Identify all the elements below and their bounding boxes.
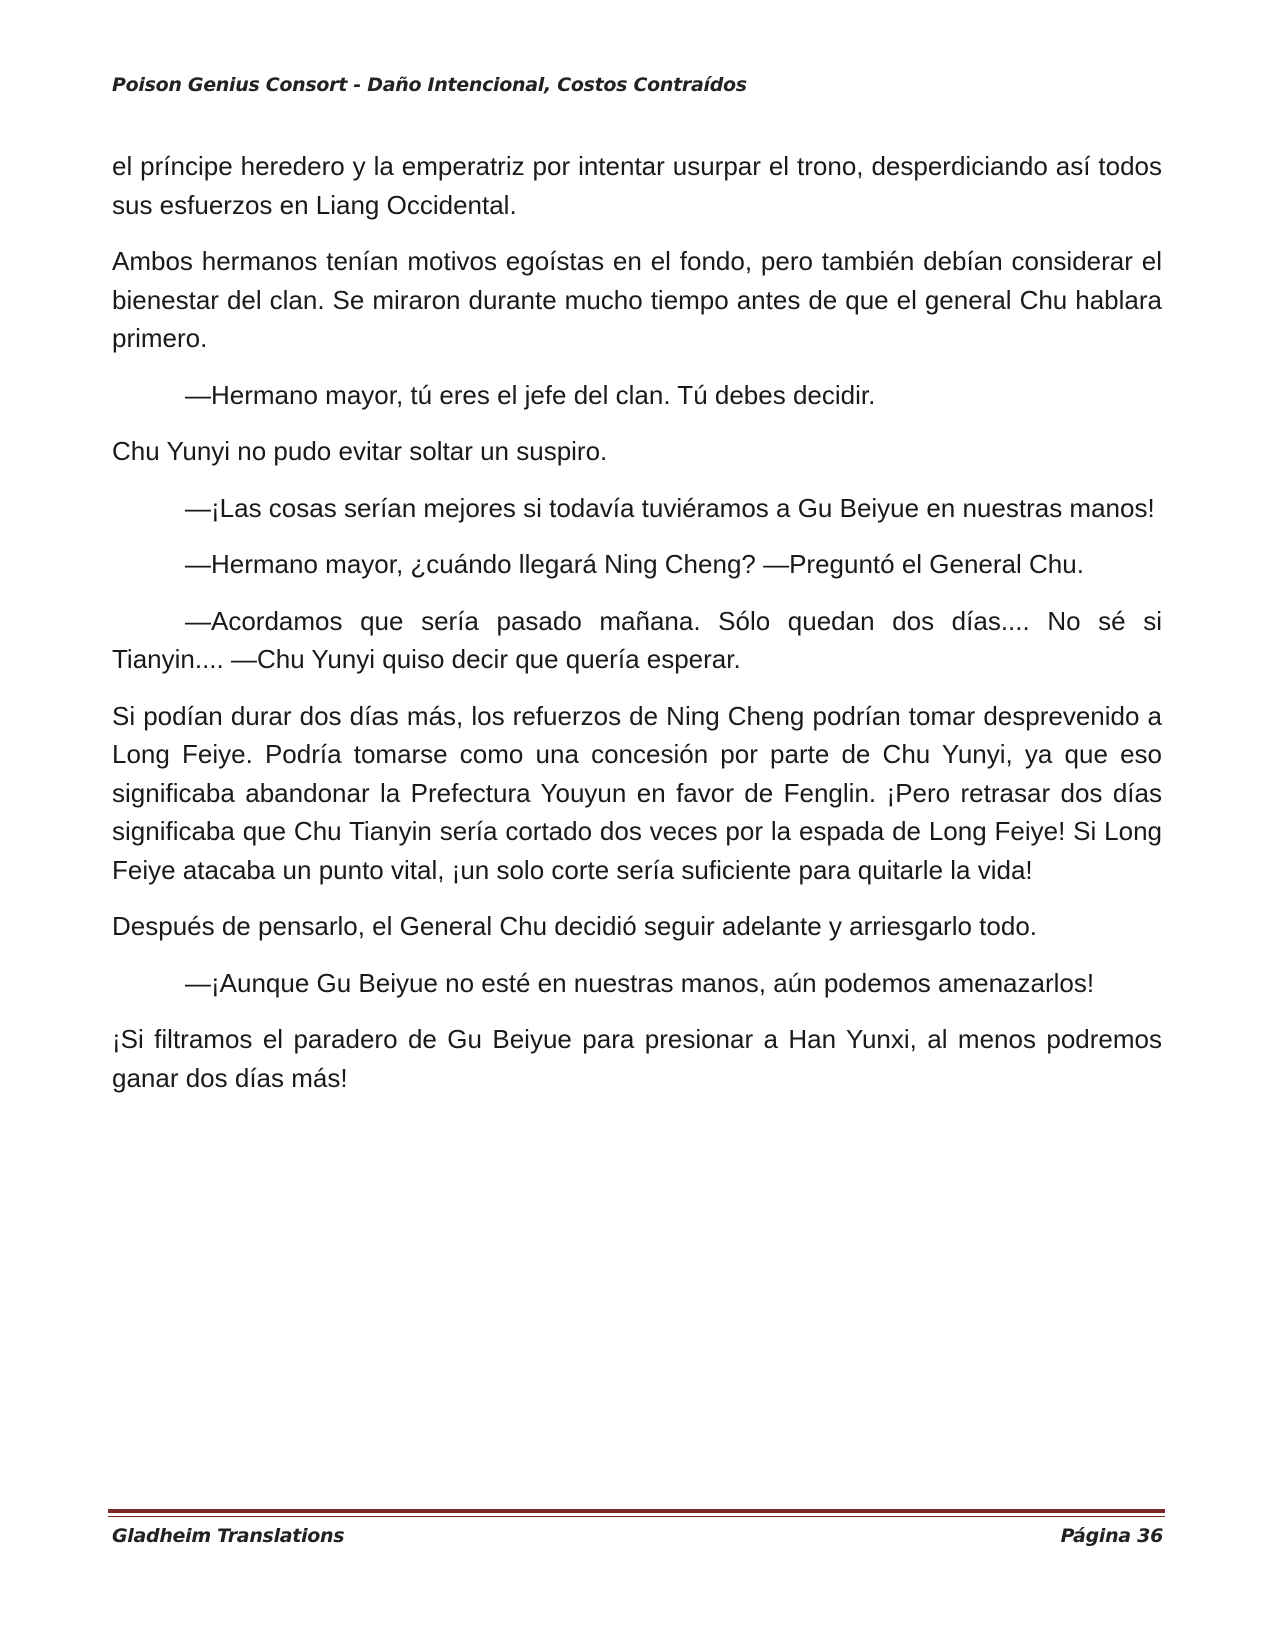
paragraph: Ambos hermanos tenían motivos egoístas en el fondo, pero también debían considerar el bienestar del clan. Se miraron durante mucho tiempo antes de que el general Chu hablara primero. xyxy=(112,246,1162,353)
dialogue-paragraph: —Hermano mayor, ¿cuándo llegará Ning Cheng? —Preguntó el General Chu. xyxy=(185,549,1084,579)
dialogue-paragraph: —¡Aunque Gu Beiyue no esté en nuestras manos, aún podemos amenazarlos! xyxy=(185,967,1095,998)
footer-publisher: Gladheim Translations xyxy=(112,1525,345,1547)
dialogue-paragraph: —Acordamos que sería pasado mañana. Sólo quedan dos días.... No sé si Tianyin.... —Chu Yunyi quiso decir que quería esperar. xyxy=(112,605,1162,674)
footer-divider-thin xyxy=(108,1516,1165,1517)
paragraph: Chu Yunyi no pudo evitar soltar un suspiro. xyxy=(112,436,608,466)
dialogue-paragraph: —¡Las cosas serían mejores si todavía tuviéramos a Gu Beiyue en nuestras manos! xyxy=(185,492,1155,523)
document-body xyxy=(112,147,1162,1115)
page-header-title: Poison Genius Consort - Daño Intencional, Costos Contraídos xyxy=(112,74,747,96)
footer-divider-thick xyxy=(108,1509,1165,1513)
paragraph: Después de pensarlo, el General Chu decidió seguir adelante y arriesgarlo todo. xyxy=(112,911,1038,941)
paragraph: Si podían durar dos días más, los refuerzos de Ning Cheng podrían tomar desprevenido a Long Feiye. Podría tomarse como una concesión por parte de Chu Yunyi, ya que eso significaba abandonar la Prefectura Youyun en favor de Fenglin. ¡Pero retrasar dos días significaba que Chu Tianyin sería cortado dos veces por la espada de Long Feiye! Si Long Feiye atacaba un punto vital, ¡un solo corte sería suficiente para quitarle la vida! xyxy=(112,700,1162,885)
footer-page-number: Página 36 xyxy=(1060,1525,1163,1547)
paragraph: el príncipe heredero y la emperatriz por intentar usurpar el trono, desperdiciando así todos sus esfuerzos en Liang Occidental. xyxy=(112,151,1162,220)
paragraph: ¡Si filtramos el paradero de Gu Beiyue para presionar a Han Yunxi, al menos podremos ganar dos días más! xyxy=(112,1024,1162,1093)
dialogue-paragraph: —Hermano mayor, tú eres el jefe del clan. Tú debes decidir. xyxy=(185,379,876,410)
